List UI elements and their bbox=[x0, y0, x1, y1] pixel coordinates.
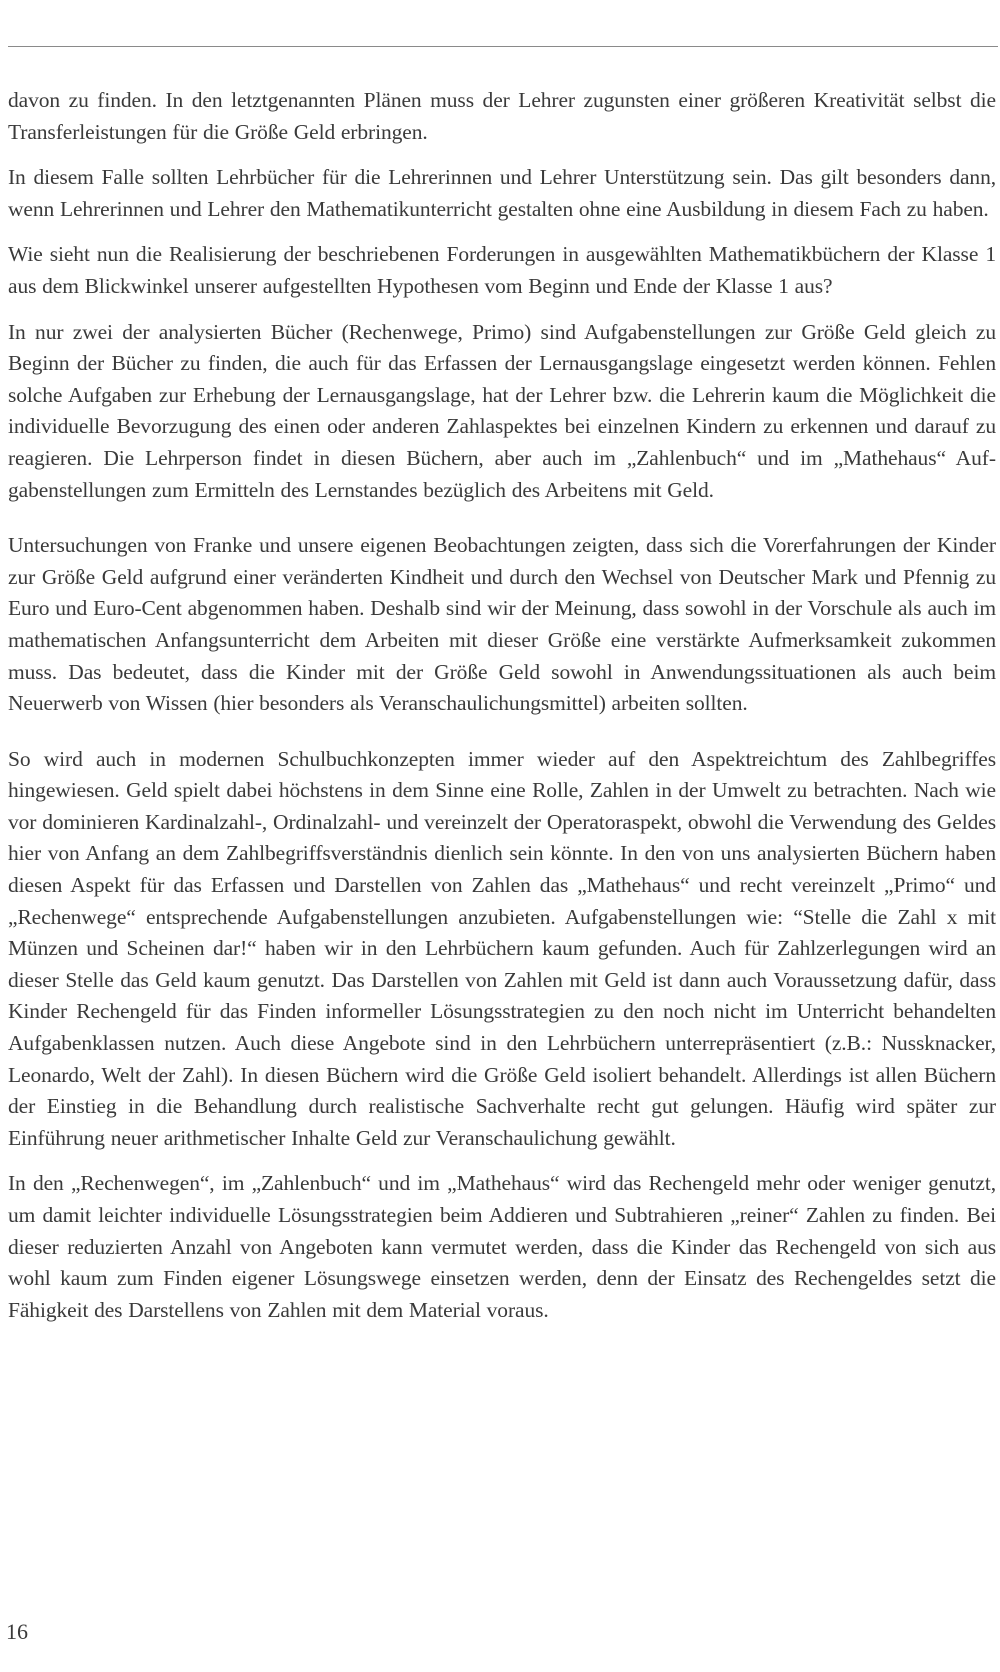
paragraph-prior-experience: Untersuchungen von Franke und unsere eigenen Beobachtungen zeigten, dass sich die Vorerfahrungen der Kinder zur Größe Geld aufgrund einer veränderten Kindheit und durch den Wechsel von Deutscher Mark und Pfennig zu Euro und Euro-Cent abgenommen haben. Deshalb sind wir der Meinung, dass sowohl in der Vorschule als auch im mathematischen Anfangsunterricht dem Arbeiten mit dieser Größe eine verstärkte Aufmerksamkeit zukommen muss. Das bedeutet, dass die Kinder mit der Größe Geld sowohl in Anwendungssituationen als auch beim Neuerwerb von Wissen (hier besonders als Veranschaulichungsmittel) arbeiten sollten. bbox=[8, 533, 996, 716]
paragraph-textbook-support: In diesem Falle sollten Lehrbücher für die Lehrerinnen und Lehrer Unterstützung sein. Das gilt besonders dann, wenn Lehrerinnen und Lehrer den Mathematikunterricht gestalten ohne eine Ausbildung in diesem Fach zu haben. bbox=[8, 165, 996, 221]
paragraph-research-question: Wie sieht nun die Realisierung der beschriebenen Forderungen in ausgewählten Mathematikbüchern der Klasse 1 aus dem Blickwinkel unserer aufgestellten Hypothesen vom Beginn und Ende der Klasse 1 aus? bbox=[8, 242, 996, 298]
paragraph-learning-baseline: In nur zwei der analysierten Bücher (Rechenwege, Primo) sind Aufgabenstellungen zur Größe Geld gleich zu Beginn der Bücher zu finden, die auch für das Erfassen der Lernausgangslage eingesetzt werden können. Fehlen solche Aufgaben zur Erhebung der Lernausgangslage, hat der Lehrer bzw. die Lehrerin kaum die Möglichkeit die individuelle Bevorzugung des einen oder anderen Zahlaspektes bei einzelnen Kindern zu erkennen und darauf zu reagieren. Die Lehrperson findet in diesen Büchern, aber auch im „Zahlenbuch“ und im „Mathehaus“ Aufgabenstellungen zum Ermitteln des Lernstandes bezüglich des Arbeitens mit Geld. bbox=[8, 319, 996, 502]
paragraph-number-concept: So wird auch in modernen Schulbuchkonzepten immer wieder auf den Aspektreichtum des Zahlbegriffes hingewiesen. Geld spielt dabei höchstens in dem Sinne eine Rolle, Zahlen in der Umwelt zu betrachten. Nach wie vor dominieren Kardinalzahl-, Ordinalzahl- und vereinzelt der Operatoraspekt, obwohl die Verwendung des Geldes hier von Anfang an dem Zahlbegriffsverständnis dienlich sein könnte. In den von uns analysierten Büchern haben diesen Aspekt für das Erfassen und Darstellen von Zahlen das „Mathehaus“ und recht vereinzelt „Primo“ und „Rechenwege“ entsprechende Aufgabenstellungen anzubieten. Aufgabenstellungen wie: “Stelle die Zahl x mit Münzen und Scheinen dar!“ haben wir in den Lehrbüchern kaum gefunden. Auch für Zahlzerlegungen wird an dieser Stelle das Geld kaum genutzt. Das Darstellen von Zahlen mit Geld ist dann auch Voraussetzung dafür, dass Kinder Rechengeld für das Finden informeller Lösungsstrategien zu den noch nicht im Unterricht behandelten Aufgabenklassen nutzen. Auch diese Angebote sind in den Lehrbüchern unterrepräsentiert (z.B.: Nussknacker, Leonardo, Welt der Zahl). In diesen Büchern wird die Größe Geld isoliert behandelt. Allerdings ist allen Büchern der Einstieg in die Behandlung durch realistische Sachverhalte recht gut gelungen. Häufig wird später zur Einführung neuer arithmetischer Inhalte Geld zur Veranschaulichung gewählt. bbox=[8, 746, 996, 1150]
paragraph-continuation: davon zu finden. In den letztgenannten Plänen muss der Lehrer zugunsten einer größeren Kreativität selbst die Transferleistungen für die Größe Geld erbringen. bbox=[8, 88, 996, 144]
page-number: 16 bbox=[6, 1619, 28, 1644]
page-body bbox=[8, 85, 996, 1326]
paragraph-calculation-money: In den „Rechenwegen“, im „Zahlenbuch“ und im „Mathehaus“ wird das Rechengeld mehr oder weniger genutzt, um damit leichter individuelle Lösungsstrategien beim Addieren und Subtrahieren „reiner“ Zahlen zu finden. Bei dieser reduzierten Anzahl von Angeboten kann vermutet werden, dass die Kinder das Rechengeld von sich aus wohl kaum zum Finden eigener Lösungswege einsetzen werden, denn der Einsatz des Rechengeldes setzt die Fähigkeit des Darstellens von Zahlen mit dem Material voraus. bbox=[8, 1171, 996, 1322]
header-rule bbox=[8, 46, 998, 47]
